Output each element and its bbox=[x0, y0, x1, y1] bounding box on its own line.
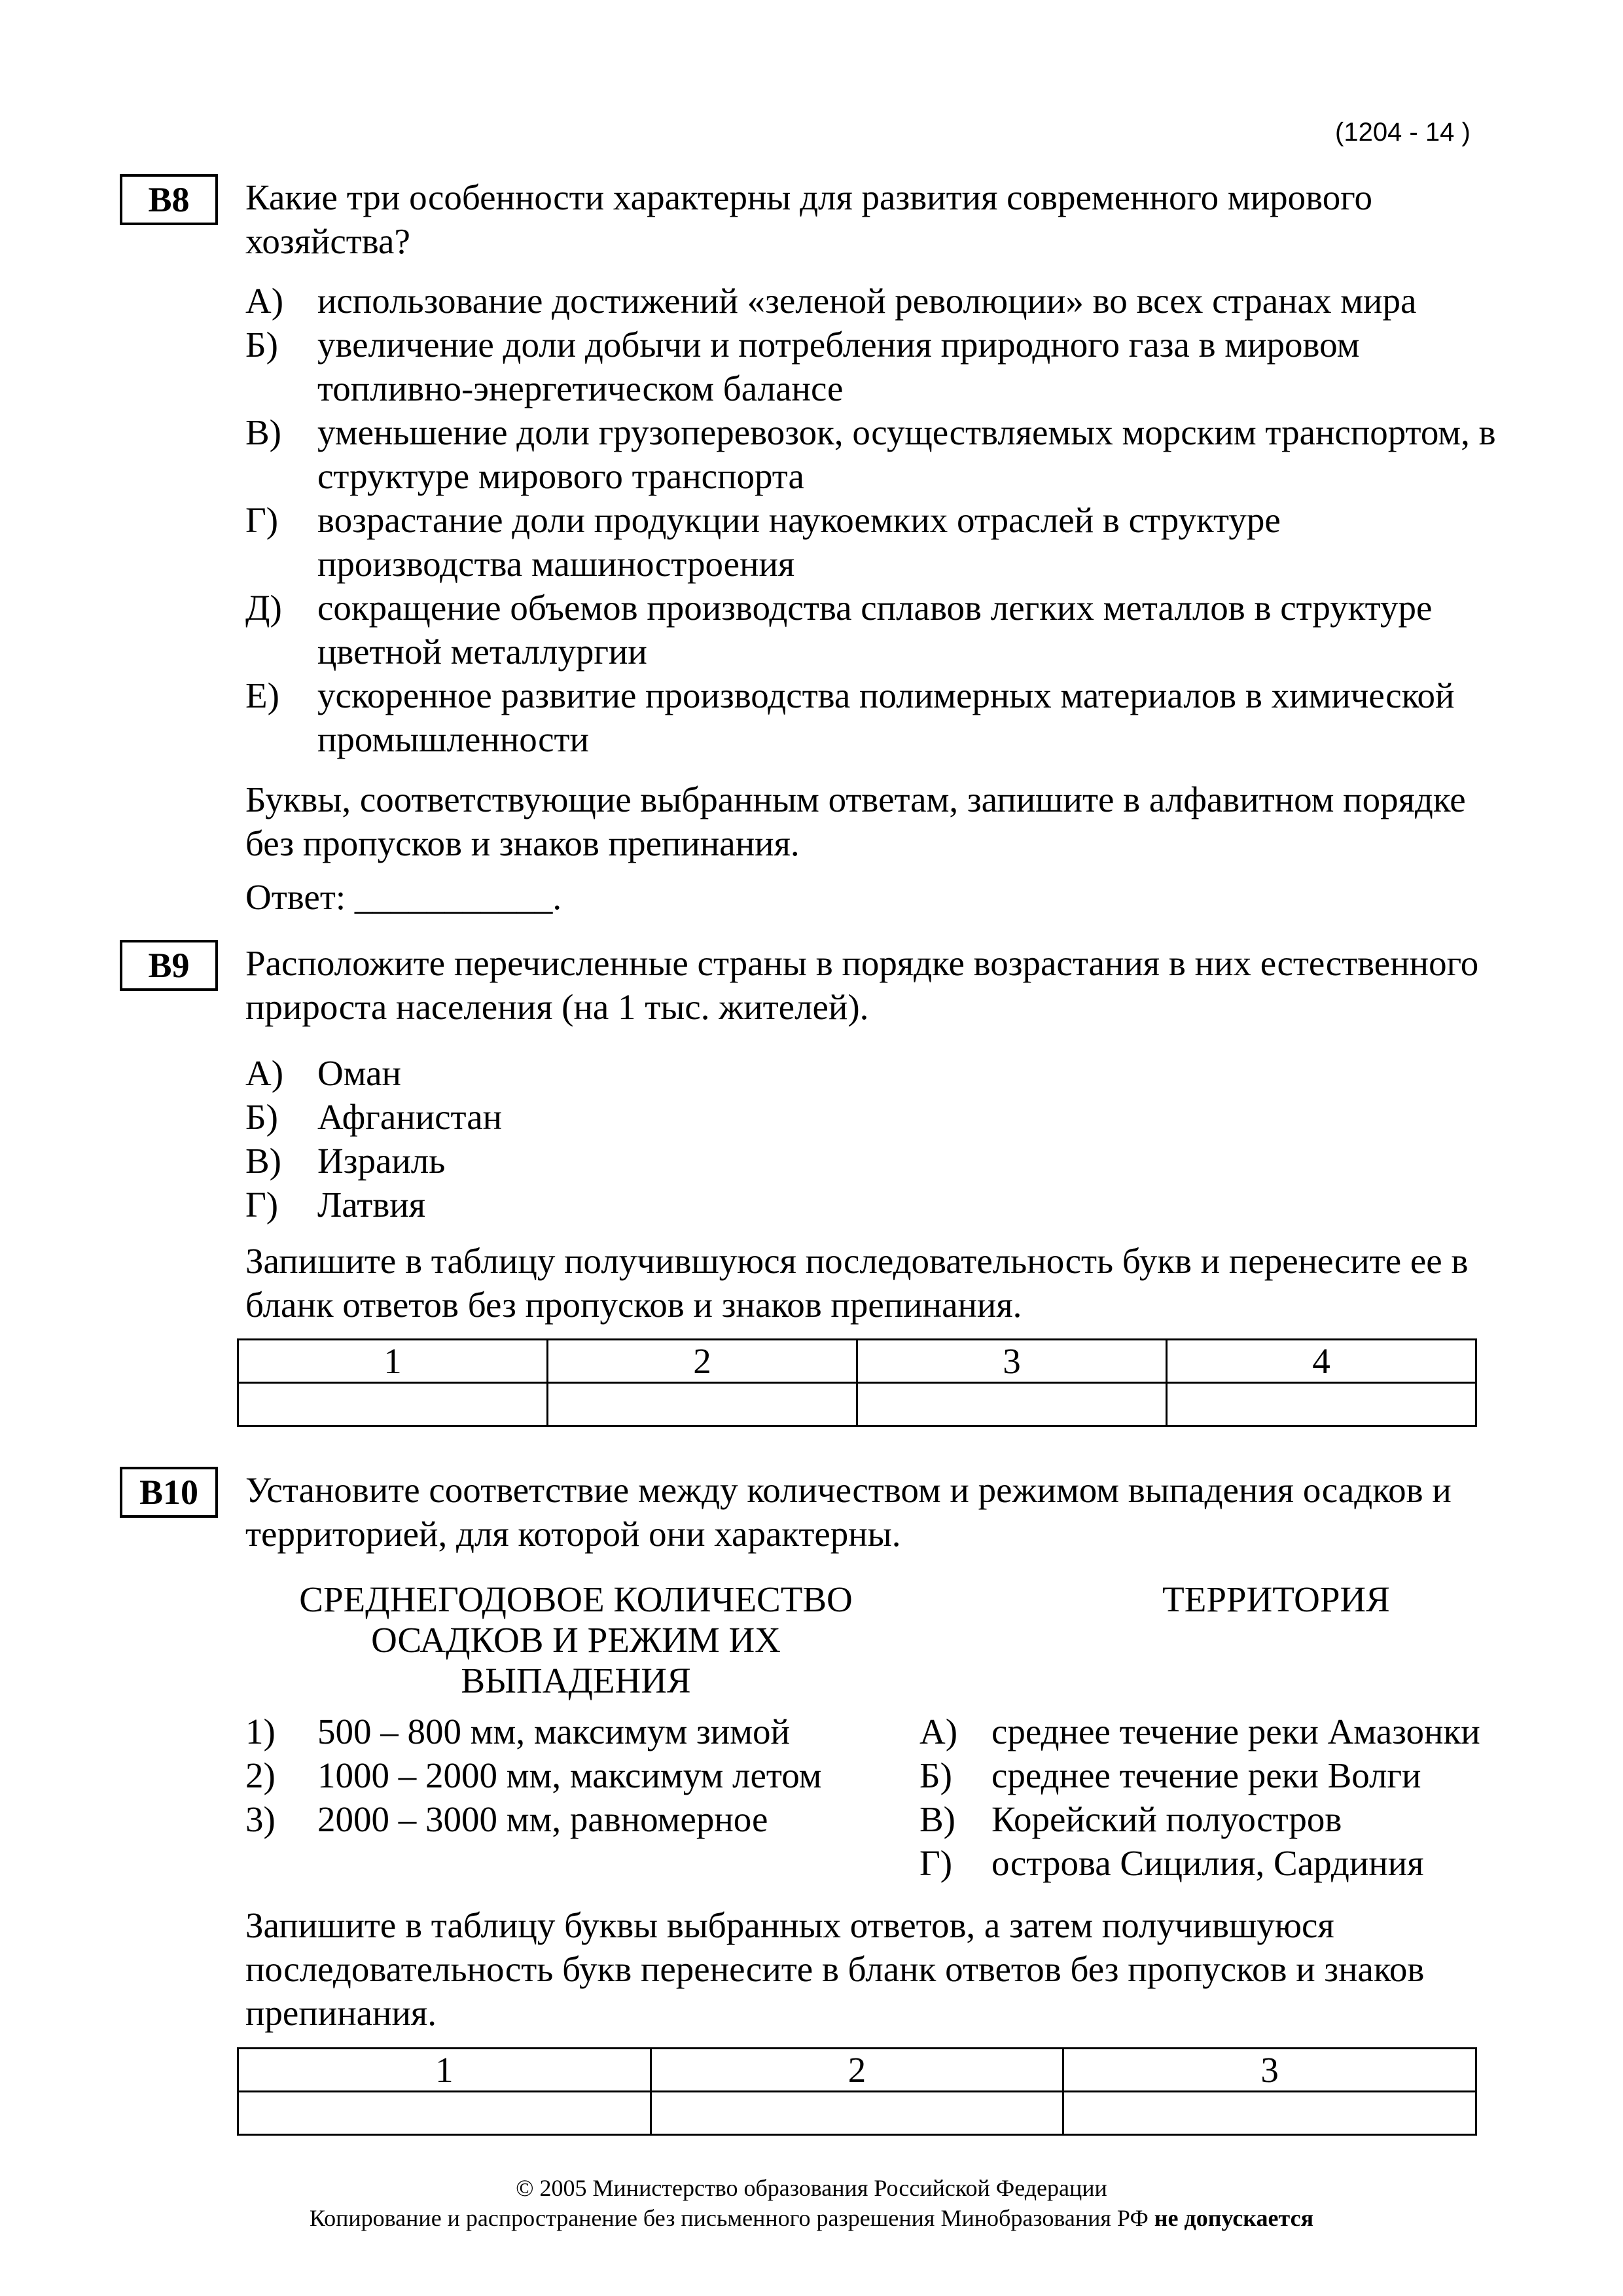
item-letter: В) bbox=[919, 1799, 955, 1839]
option-letter: Е) bbox=[245, 675, 279, 715]
option-text: уменьшение доли грузоперевозок, осуществляемых морским транспортом, в структуре мирового транспорта bbox=[317, 412, 1496, 496]
b8-question: Какие три особенности характерны для развития современного мирового хозяйства? bbox=[245, 177, 1372, 261]
b10-instruction: Запишите в таблицу буквы выбранных ответов, а затем получившуюся последовательность букв перенесите в бланк ответов без пропусков и знаков препинания. bbox=[245, 1905, 1425, 2033]
b8-option-e bbox=[245, 586, 1489, 673]
item-letter: А) bbox=[919, 1712, 958, 1751]
option-text: увеличение доли добычи и потребления природного газа в мировом топливно-энергетическом балансе bbox=[317, 325, 1360, 408]
footer-notice bbox=[0, 2204, 1623, 2232]
b9-option-a bbox=[245, 1051, 1522, 1095]
item-text: Корейский полуостров bbox=[991, 1799, 1342, 1839]
option-letter: Б) bbox=[245, 325, 278, 365]
item-number: 1) bbox=[245, 1712, 276, 1751]
b8-option-a bbox=[245, 279, 1522, 323]
page-code: (1204 - 14 ) bbox=[1335, 118, 1471, 147]
answer-cell[interactable] bbox=[1063, 2092, 1476, 2135]
option-letter: Г) bbox=[245, 1185, 279, 1225]
option-letter: А) bbox=[245, 1053, 284, 1093]
question-label-b8: B8 bbox=[120, 174, 218, 225]
answer-cell[interactable] bbox=[238, 1383, 548, 1426]
table-header-cell: 2 bbox=[548, 1340, 857, 1383]
option-letter: Д) bbox=[245, 588, 282, 628]
table-header-cell: 4 bbox=[1167, 1340, 1476, 1383]
b9-option-b bbox=[245, 1095, 1522, 1139]
b8-instruction: Буквы, соответствующие выбранным ответам, запишите в алфавитном порядке без пропусков и знаков препинания. bbox=[245, 780, 1466, 863]
b10-left-item-3 bbox=[245, 1797, 900, 1841]
answer-cell[interactable] bbox=[1167, 1383, 1476, 1426]
b10-question: Установите соответствие между количеством и режимом выпадения осадков и территорией, для которой они характерны. bbox=[245, 1470, 1452, 1554]
item-text: среднее течение реки Амазонки bbox=[991, 1712, 1480, 1751]
b9-question: Расположите перечисленные страны в порядке возрастания в них естественного прироста населения (на 1 тыс. жителей). bbox=[245, 943, 1479, 1027]
b10-left-header: СРЕДНЕГОДОВОЕ КОЛИЧЕСТВО ОСАДКОВ И РЕЖИМ ИХ ВЫПАДЕНИЯ bbox=[299, 1579, 853, 1700]
b9-answer-table bbox=[237, 1338, 1477, 1427]
option-text: Оман bbox=[317, 1053, 401, 1093]
answer-cell[interactable] bbox=[857, 1383, 1167, 1426]
b8-option-b bbox=[245, 323, 1489, 410]
table-header-cell: 1 bbox=[238, 1340, 548, 1383]
question-label-b9: B9 bbox=[120, 940, 218, 991]
option-letter: Б) bbox=[245, 1097, 278, 1137]
item-letter: Б) bbox=[919, 1755, 952, 1795]
b9-option-c bbox=[245, 1139, 1522, 1183]
option-letter: В) bbox=[245, 1141, 281, 1181]
answer-cell[interactable] bbox=[238, 2092, 651, 2135]
table-header-cell: 2 bbox=[651, 2049, 1063, 2092]
b10-right-item-a bbox=[919, 1710, 1587, 1753]
item-text: острова Сицилия, Сардиния bbox=[991, 1843, 1424, 1883]
option-text: возрастание доли продукции наукоемких отраслей в структуре производства машиностроения bbox=[317, 500, 1281, 584]
b8-option-c bbox=[245, 410, 1522, 498]
b10-right-item-d bbox=[919, 1841, 1587, 1885]
b8-option-d bbox=[245, 498, 1489, 586]
table-header-cell: 1 bbox=[238, 2049, 651, 2092]
option-text: ускоренное развитие производства полимерных материалов в химической промышленности bbox=[317, 675, 1455, 759]
option-text: Латвия bbox=[317, 1185, 426, 1225]
b10-right-header: ТЕРРИТОРИЯ bbox=[1162, 1579, 1390, 1619]
answer-cell[interactable] bbox=[651, 2092, 1063, 2135]
footer-notice-bold: не допускается bbox=[1154, 2205, 1314, 2231]
option-text: использование достижений «зеленой революции» во всех странах мира bbox=[317, 281, 1417, 321]
question-label-b10: B10 bbox=[120, 1467, 218, 1518]
item-number: 3) bbox=[245, 1799, 276, 1839]
option-text: Израиль bbox=[317, 1141, 446, 1181]
answer-cell[interactable] bbox=[548, 1383, 857, 1426]
b8-answer-line[interactable]: Ответ: ___________. bbox=[245, 877, 562, 917]
table-header-cell: 3 bbox=[857, 1340, 1167, 1383]
item-letter: Г) bbox=[919, 1843, 953, 1883]
b9-option-d bbox=[245, 1183, 1522, 1227]
b10-right-item-b bbox=[919, 1753, 1587, 1797]
b10-right-item-c bbox=[919, 1797, 1587, 1841]
option-text: сокращение объемов производства сплавов легких металлов в структуре цветной металлургии bbox=[317, 588, 1433, 672]
item-text: 500 – 800 мм, максимум зимой bbox=[317, 1712, 790, 1751]
b8-option-f bbox=[245, 673, 1489, 761]
b10-left-item-2 bbox=[245, 1753, 900, 1797]
option-text: Афганистан bbox=[317, 1097, 503, 1137]
item-text: 1000 – 2000 мм, максимум летом bbox=[317, 1755, 822, 1795]
option-letter: В) bbox=[245, 412, 281, 452]
table-header-cell: 3 bbox=[1063, 2049, 1476, 2092]
item-number: 2) bbox=[245, 1755, 276, 1795]
option-letter: А) bbox=[245, 281, 284, 321]
option-letter: Г) bbox=[245, 500, 279, 540]
item-text: 2000 – 3000 мм, равномерное bbox=[317, 1799, 768, 1839]
b10-answer-table bbox=[237, 2047, 1477, 2136]
item-text: среднее течение реки Волги bbox=[991, 1755, 1421, 1795]
footer-notice-text: Копирование и распространение без письменного разрешения Минобразования РФ bbox=[309, 2205, 1149, 2231]
footer-copyright: © 2005 Министерство образования Российской Федерации bbox=[516, 2175, 1107, 2201]
b9-instruction: Запишите в таблицу получившуюся последовательность букв и перенесите ее в бланк ответов без пропусков и знаков препинания. bbox=[245, 1241, 1469, 1325]
b10-left-item-1 bbox=[245, 1710, 900, 1753]
